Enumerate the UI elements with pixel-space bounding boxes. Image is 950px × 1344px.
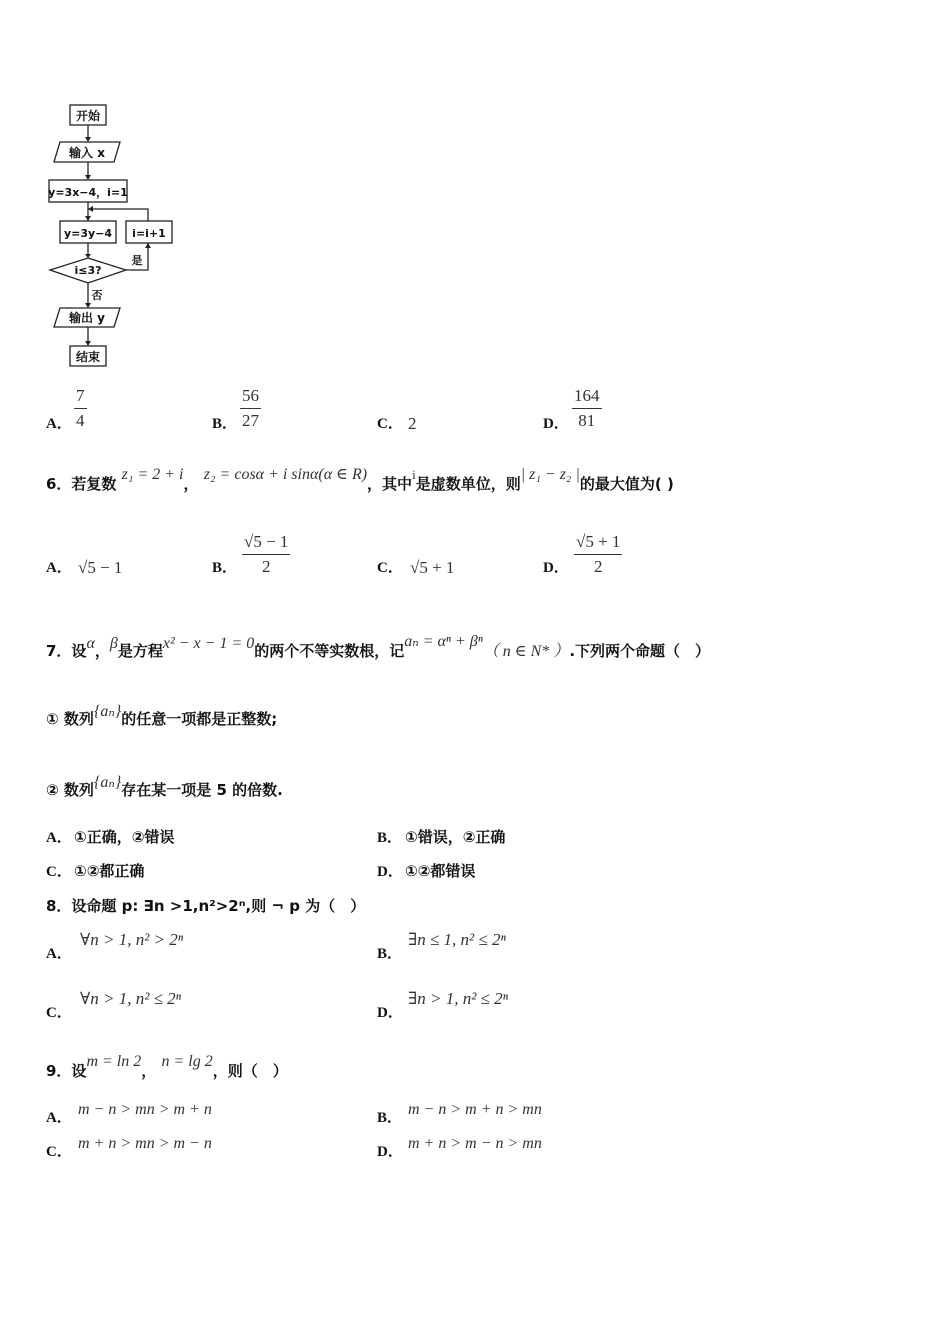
q8-option-d-label: D． [377, 1005, 403, 1021]
q7-suffix: .下列两个命题（ ） [569, 642, 711, 660]
q6-z2-formula: z₂ = cosα + i sinα(α ∈ R) [203, 466, 368, 483]
flowchart-start-label: 开始 [75, 109, 101, 123]
q8-option-a-formula: ∀n > 1, n² > 2ⁿ [80, 930, 184, 949]
q6-suffix: 的最大值为( ) [579, 475, 674, 493]
q6-abs-formula: | z₁ − z₂ | [520, 466, 580, 483]
q7-s2-suffix: 存在某一项是 5 的倍数. [121, 781, 283, 799]
q8-stem: 8．设命题 p: ∃n >1,n²>2ⁿ,则 ¬ p 为（ ） [46, 897, 366, 915]
q9-option-d-label: D． [377, 1144, 403, 1160]
q5-option-b-label: B． [212, 416, 238, 432]
q9-comma: ， [141, 1062, 157, 1080]
q7-option-b-label: B． [377, 830, 403, 846]
q6-option-b-fraction [242, 532, 290, 577]
q7-prefix: 7．设 [46, 642, 87, 660]
q5-option-b-num: 56 [240, 386, 261, 409]
q6-option-b-label: B． [212, 560, 238, 576]
q6-option-d-label: D． [543, 560, 569, 576]
q7-statement-2 [46, 774, 283, 800]
q7-option-a-text: ①正确，②错误 [74, 828, 175, 846]
flowchart-no-label: 否 [91, 289, 103, 302]
q8-option-b-formula: ∃n ≤ 1, n² ≤ 2ⁿ [408, 930, 506, 949]
q7-s1-sequence: {aₙ} [93, 703, 122, 720]
q7-sequence-formula: aₙ = αⁿ + βⁿ [404, 633, 483, 650]
q9-option-c-formula: m + n > mn > m − n [78, 1135, 212, 1152]
q7-equation: x² − x − 1 = 0 [162, 635, 255, 652]
q7-comma: ， [94, 642, 110, 660]
q6-option-b-num: √5 − 1 [242, 532, 290, 555]
q9-n-formula: n = lg 2 [161, 1053, 213, 1070]
q5-option-d-fraction [572, 386, 602, 431]
q7-mid2: 的两个不等实数根，记 [254, 642, 405, 660]
q7-mid1: 是方程 [117, 642, 163, 660]
q6-option-d-num: √5 + 1 [574, 532, 622, 555]
q9-option-a-label: A． [46, 1110, 72, 1126]
q5-option-b-den: 27 [242, 411, 259, 430]
q7-option-c-label: C． [46, 864, 72, 880]
q5-option-a-num: 7 [74, 386, 87, 409]
q6-comma: ， [183, 475, 199, 493]
flowchart-yes-label: 是 [131, 254, 143, 267]
q5-option-d-label: D． [543, 416, 569, 432]
flowchart-end-label: 结束 [75, 350, 101, 364]
q6-prefix: 6．若复数 [46, 475, 117, 493]
q7-stem [46, 633, 711, 661]
q8-option-a-label: A． [46, 946, 72, 962]
q5-option-d-num: 164 [572, 386, 602, 409]
q6-option-b-den: 2 [261, 557, 271, 576]
q9-option-b-formula: m − n > m + n > mn [408, 1101, 542, 1118]
q7-condition: （ n ∈ N* ） [482, 643, 570, 660]
q7-s1-prefix: ① 数列 [46, 710, 94, 728]
q7-s2-sequence: {aₙ} [93, 774, 122, 791]
q5-option-b-fraction [240, 386, 261, 431]
q6-option-d-den: 2 [593, 557, 603, 576]
q5-option-d-den: 81 [578, 411, 596, 430]
q9-option-a-formula: m − n > mn > m + n [78, 1101, 212, 1118]
q6-option-a-value: √5 − 1 [78, 558, 123, 577]
q9-option-c-label: C． [46, 1144, 72, 1160]
q9-m-formula: m = ln 2 [86, 1053, 142, 1070]
q6-option-d-fraction [574, 532, 622, 577]
q6-z1-formula: z₁ = 2 + i [121, 466, 184, 483]
flowchart-condition-label: i≤3? [74, 264, 102, 277]
q6-imaginary-unit: i [412, 467, 416, 482]
q7-statement-1 [46, 703, 278, 729]
flowchart-increment-label: i=i+1 [132, 227, 166, 240]
q7-option-a-label: A． [46, 830, 72, 846]
q7-option-c-text: ①②都正确 [74, 862, 145, 880]
q5-option-a-den: 4 [76, 411, 85, 430]
q7-option-b-text: ①错误，②正确 [405, 828, 506, 846]
flowchart-output-label: 输出 y [68, 311, 106, 325]
flowchart-assign-label: y=3y−4 [63, 227, 113, 240]
q9-prefix: 9．设 [46, 1062, 87, 1080]
q7-beta: β [109, 635, 118, 652]
flowchart-init-label: y=3x−4，i=1 [48, 186, 128, 199]
flowchart-input-label: 输入 x [69, 146, 105, 160]
q7-option-d-label: D． [377, 864, 403, 880]
q7-s1-suffix: 的任意一项都是正整数; [121, 710, 278, 728]
flowchart [40, 100, 200, 375]
q6-mid1: ，其中 [367, 475, 413, 493]
q9-suffix: ，则（ ） [212, 1062, 288, 1080]
q7-s2-prefix: ② 数列 [46, 781, 94, 799]
q6-option-c-label: C． [377, 560, 403, 576]
q6-option-c-value: √5 + 1 [410, 558, 455, 577]
q9-stem [46, 1053, 288, 1081]
q5-option-a-label: A． [46, 416, 72, 432]
q5-option-a-fraction [74, 386, 87, 431]
q8-option-c-formula: ∀n > 1, n² ≤ 2ⁿ [80, 989, 182, 1008]
q8-option-b-label: B． [377, 946, 403, 962]
q7-option-d-text: ①②都错误 [405, 862, 476, 880]
q7-alpha: α [86, 635, 95, 652]
q9-option-d-formula: m + n > m − n > mn [408, 1135, 542, 1152]
q8-option-d-formula: ∃n > 1, n² ≤ 2ⁿ [408, 989, 508, 1008]
q6-stem [46, 466, 674, 494]
q9-option-b-label: B． [377, 1110, 403, 1126]
q6-option-a-label: A． [46, 560, 72, 576]
q5-option-c-label: C． [377, 416, 403, 432]
q5-option-c-value: 2 [408, 414, 417, 433]
q6-mid2: 是虚数单位，则 [415, 475, 521, 493]
q8-option-c-label: C． [46, 1005, 72, 1021]
